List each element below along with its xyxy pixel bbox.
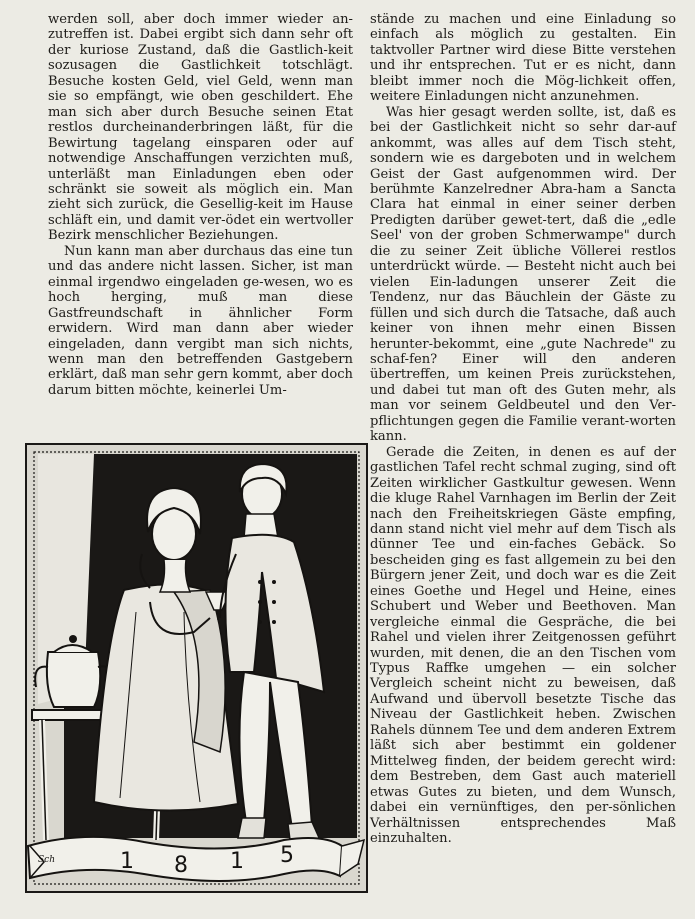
banner-digit: 8 (174, 853, 188, 878)
artist-signature: Sch (38, 855, 56, 865)
banner-digit: 1 (120, 849, 134, 874)
paragraph: werden soll, aber doch immer wieder an-zutreffen ist. Dabei ergibt sich dann sehr oft der kuriose Zustand, daß die Gastlich-keit sozusagen die Gastlichkeit totschlägt. Besuche kosten Geld, viel Geld, wenn man sie so empfängt, wie oben geschildert. Ehe man sich aber durch Besuche seinen Etat restlos durcheinanderbringen läßt, für die Bewirtung tagelang einsparen oder auf notwendige Anschaffungen verzichten muß, unterläßt man Einladungen eben oder schränkt sie soweit als möglich ein. Man zieht sich zurück, die Gesellig-keit im Hause schläft ein, und damit ver-ödet ein wertvoller Bezirk menschlicher Beziehungen. (48, 12, 353, 244)
paragraph: Nun kann man aber durchaus das eine tun und das andere nicht lassen. Sicher, ist man einmal irgendwo eingeladen ge-wesen, wo es hoch herging, muß man diese Gastfreundschaft in ähnlicher Form erwidern. Wird man dann aber wieder eingeladen, dann vergibt man sich nichts, wenn man den betreffenden Gastgebern erklärt, daß man sehr gern kommt, aber doch darum bitten möchte, keinerlei Um- (48, 243, 353, 398)
paragraph: Was hier gesagt werden sollte, ist, daß es bei der Gastlichkeit nicht so sehr dar-auf ankommt, was alles auf dem Tisch steht, sondern wie es dargeboten und in welchem Geist der Gast aufgenommen wird. Der berühmte Kanzelredner Abra-ham a Sancta Clara hat einmal in einer seiner derben Predigten darüber gewet-tert, daß die „edle Seel' von der groben Schmerwampe" durch die zu seiner Zeit übliche Völlerei restlos unterdrückt würde. — Besteht nicht auch bei vielen Ein-ladungen unserer Zeit die Tendenz, nur das Bäuchlein der Gäste zu füllen und sich durch die Tatsache, daß auch keiner von ihnen mehr einen Bissen herunter-bekommt, eine „gute Nachrede" zu schaf-fen? Einer will den anderen übertreffen, um keinen Preis zurückstehen, und dabei tut man oft des Guten mehr, als man vor seinem Geldbeutel und den Ver-pflichtungen gegen die Familie verant-worten kann. (370, 104, 676, 445)
banner-digit: 1 (230, 849, 244, 874)
banner-digit: 5 (280, 843, 294, 868)
right-text-column (370, 12, 676, 846)
paragraph: Gerade die Zeiten, in denen es auf der gastlichen Tafel recht schmal zuging, sind oft Zeiten wirklicher Gastkultur gewesen. Wenn die kluge Rahel Varnhagen im Berlin der Zeit nach den Freiheitskriegen Gäste empfing, dann stand nicht viel mehr auf dem Tisch als dünner Tee und ein-faches Gebäck. So bescheiden ging es fast allgemein zu bei den Bürgern jener Zeit, und doch war es die Zeit eines Goethe und Hegel und Heine, eines Schubert und Weber und Beethoven. Man vergleiche einmal die Gespräche, die bei Rahel und vielen ihrer Zeitgenossen geführt wurden, mit denen, die an den Tischen vom Typus Raffke umgehen — ein solcher Vergleich scheint nicht zu beweisen, daß Aufwand und übervoll besetzte Tische das Niveau der Gastlichkeit heben. Zwischen Rahels dünnem Tee und dem anderen Extrem läßt sich aber bestimmt ein goldener Mittelweg finden, der beidem gerecht wird: dem Bestreben, dem Gast auch materiell etwas Gutes zu bieten, und dem Wunsch, dabei ein vernünftiges, den per-sönlichen Verhältnissen entsprechendes Maß einzuhalten. (370, 444, 676, 847)
left-text-column (48, 12, 353, 398)
illustration-1815-couple (24, 442, 369, 894)
paragraph: stände zu machen und eine Einladung so einfach als möglich zu gestalten. Ein taktvoller Partner wird diese Bitte verstehen und ihr entsprechen. Tut er es nicht, dann bleibt immer noch die Mög-lichkeit offen, weitere Einladungen nicht anzunehmen. (370, 12, 676, 105)
